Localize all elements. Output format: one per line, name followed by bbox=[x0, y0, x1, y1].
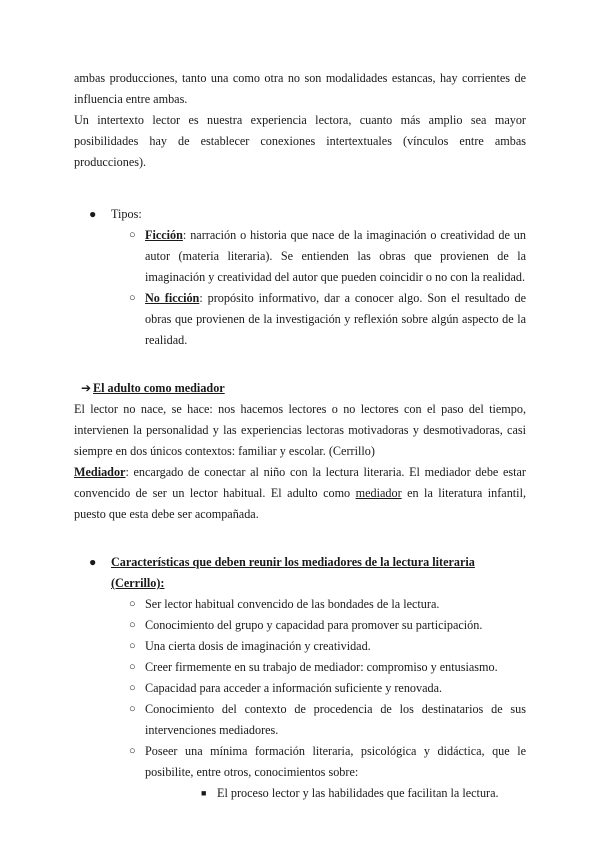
mediador-text-b: en la literatura infantil, puesto que esta debe ser acompañada. bbox=[74, 486, 526, 521]
caracteristica-text: Una cierta dosis de imaginación y creatividad. bbox=[145, 639, 371, 653]
mediador-paragraph bbox=[74, 462, 526, 525]
circle-bullet-icon: ○ bbox=[129, 619, 136, 631]
tipo-no-ficcion-item bbox=[74, 288, 526, 351]
caracteristica-item bbox=[74, 594, 526, 615]
square-bullet-icon: ■ bbox=[201, 788, 207, 798]
caracteristica-text: Ser lector habitual convencido de las bondades de la lectura. bbox=[145, 597, 440, 611]
subitem-text: El proceso lector y las habilidades que facilitan la lectura. bbox=[217, 786, 499, 800]
circle-bullet-icon: ○ bbox=[129, 661, 136, 673]
subitem bbox=[74, 783, 526, 804]
adulto-paragraph: El lector no nace, se hace: nos hacemos lectores o no lectores con el paso del tiempo, intervienen la personalidad y las experiencias lectoras motivadoras y desmotivadoras, casi siempre en dos únicos contextos: familiar y escolar. (Cerrillo) bbox=[74, 402, 526, 458]
tipos-list-item bbox=[74, 204, 526, 225]
ficcion-term: Ficción bbox=[145, 228, 183, 242]
arrow-right-icon: ➔ bbox=[81, 381, 92, 395]
caracteristica-item bbox=[74, 741, 526, 783]
no-ficcion-text: : propósito informativo, dar a conocer algo. Son el resultado de obras que provienen de la investigación y reflexión sobre algún aspecto de la realidad. bbox=[145, 291, 526, 347]
mediador-link: mediador bbox=[355, 486, 402, 500]
caracteristica-text: Conocimiento del grupo y capacidad para promover su participación. bbox=[145, 618, 483, 632]
intro-paragraph-2: Un intertexto lector es nuestra experiencia lectora, cuanto más amplio sea mayor posibilidades hay de establecer conexiones intertextuales (vínculos entre ambas producciones). bbox=[74, 113, 526, 169]
circle-bullet-icon: ○ bbox=[129, 229, 136, 241]
circle-bullet-icon: ○ bbox=[129, 598, 136, 610]
intro-paragraph-1: ambas producciones, tanto una como otra no son modalidades estancas, hay corrientes de influencia entre ambas. bbox=[74, 71, 526, 106]
tipo-ficcion-item bbox=[74, 225, 526, 288]
circle-bullet-icon: ○ bbox=[129, 703, 136, 715]
circle-bullet-icon: ○ bbox=[129, 292, 136, 304]
caracteristicas-heading bbox=[74, 552, 526, 594]
tipos-label: Tipos: bbox=[111, 207, 142, 221]
caracteristica-item bbox=[74, 636, 526, 657]
caracteristicas-heading-text: Características que deben reunir los mediadores de la lectura literaria (Cerrillo): bbox=[111, 555, 475, 590]
circle-bullet-icon: ○ bbox=[129, 682, 136, 694]
circle-bullet-icon: ○ bbox=[129, 640, 136, 652]
caracteristica-text: Capacidad para acceder a información suficiente y renovada. bbox=[145, 681, 443, 695]
caracteristica-item bbox=[74, 657, 526, 678]
mediador-text-a: : encargado de conectar al niño con la lectura literaria. El mediador debe estar convencido de ser un lector habitual. El adulto como bbox=[74, 465, 526, 500]
circle-bullet-icon: ○ bbox=[129, 745, 136, 757]
caracteristica-text: Poseer una mínima formación literaria, psicológica y didáctica, que le posibilite, entre otros, conocimientos sobre: bbox=[145, 744, 526, 779]
adulto-heading-text: El adulto como mediador bbox=[93, 381, 225, 395]
caracteristica-item bbox=[74, 615, 526, 636]
bullet-icon: ● bbox=[89, 207, 97, 221]
adulto-heading bbox=[74, 378, 526, 399]
document-page bbox=[74, 68, 526, 804]
no-ficcion-term: No ficción bbox=[145, 291, 200, 305]
caracteristica-text: Conocimiento del contexto de procedencia de los destinatarios de sus intervenciones mediadores. bbox=[145, 702, 526, 737]
bullet-icon: ● bbox=[89, 555, 97, 569]
ficcion-text: : narración o historia que nace de la imaginación o creatividad de un autor (materia literaria). Se entienden las obras que provienen de la imaginación y creatividad del autor que pueden coincidir o no con la realidad. bbox=[145, 228, 526, 284]
caracteristica-item bbox=[74, 699, 526, 741]
mediador-term: Mediador bbox=[74, 465, 126, 479]
caracteristica-text: Creer firmemente en su trabajo de mediador: compromiso y entusiasmo. bbox=[145, 660, 498, 674]
caracteristica-item bbox=[74, 678, 526, 699]
